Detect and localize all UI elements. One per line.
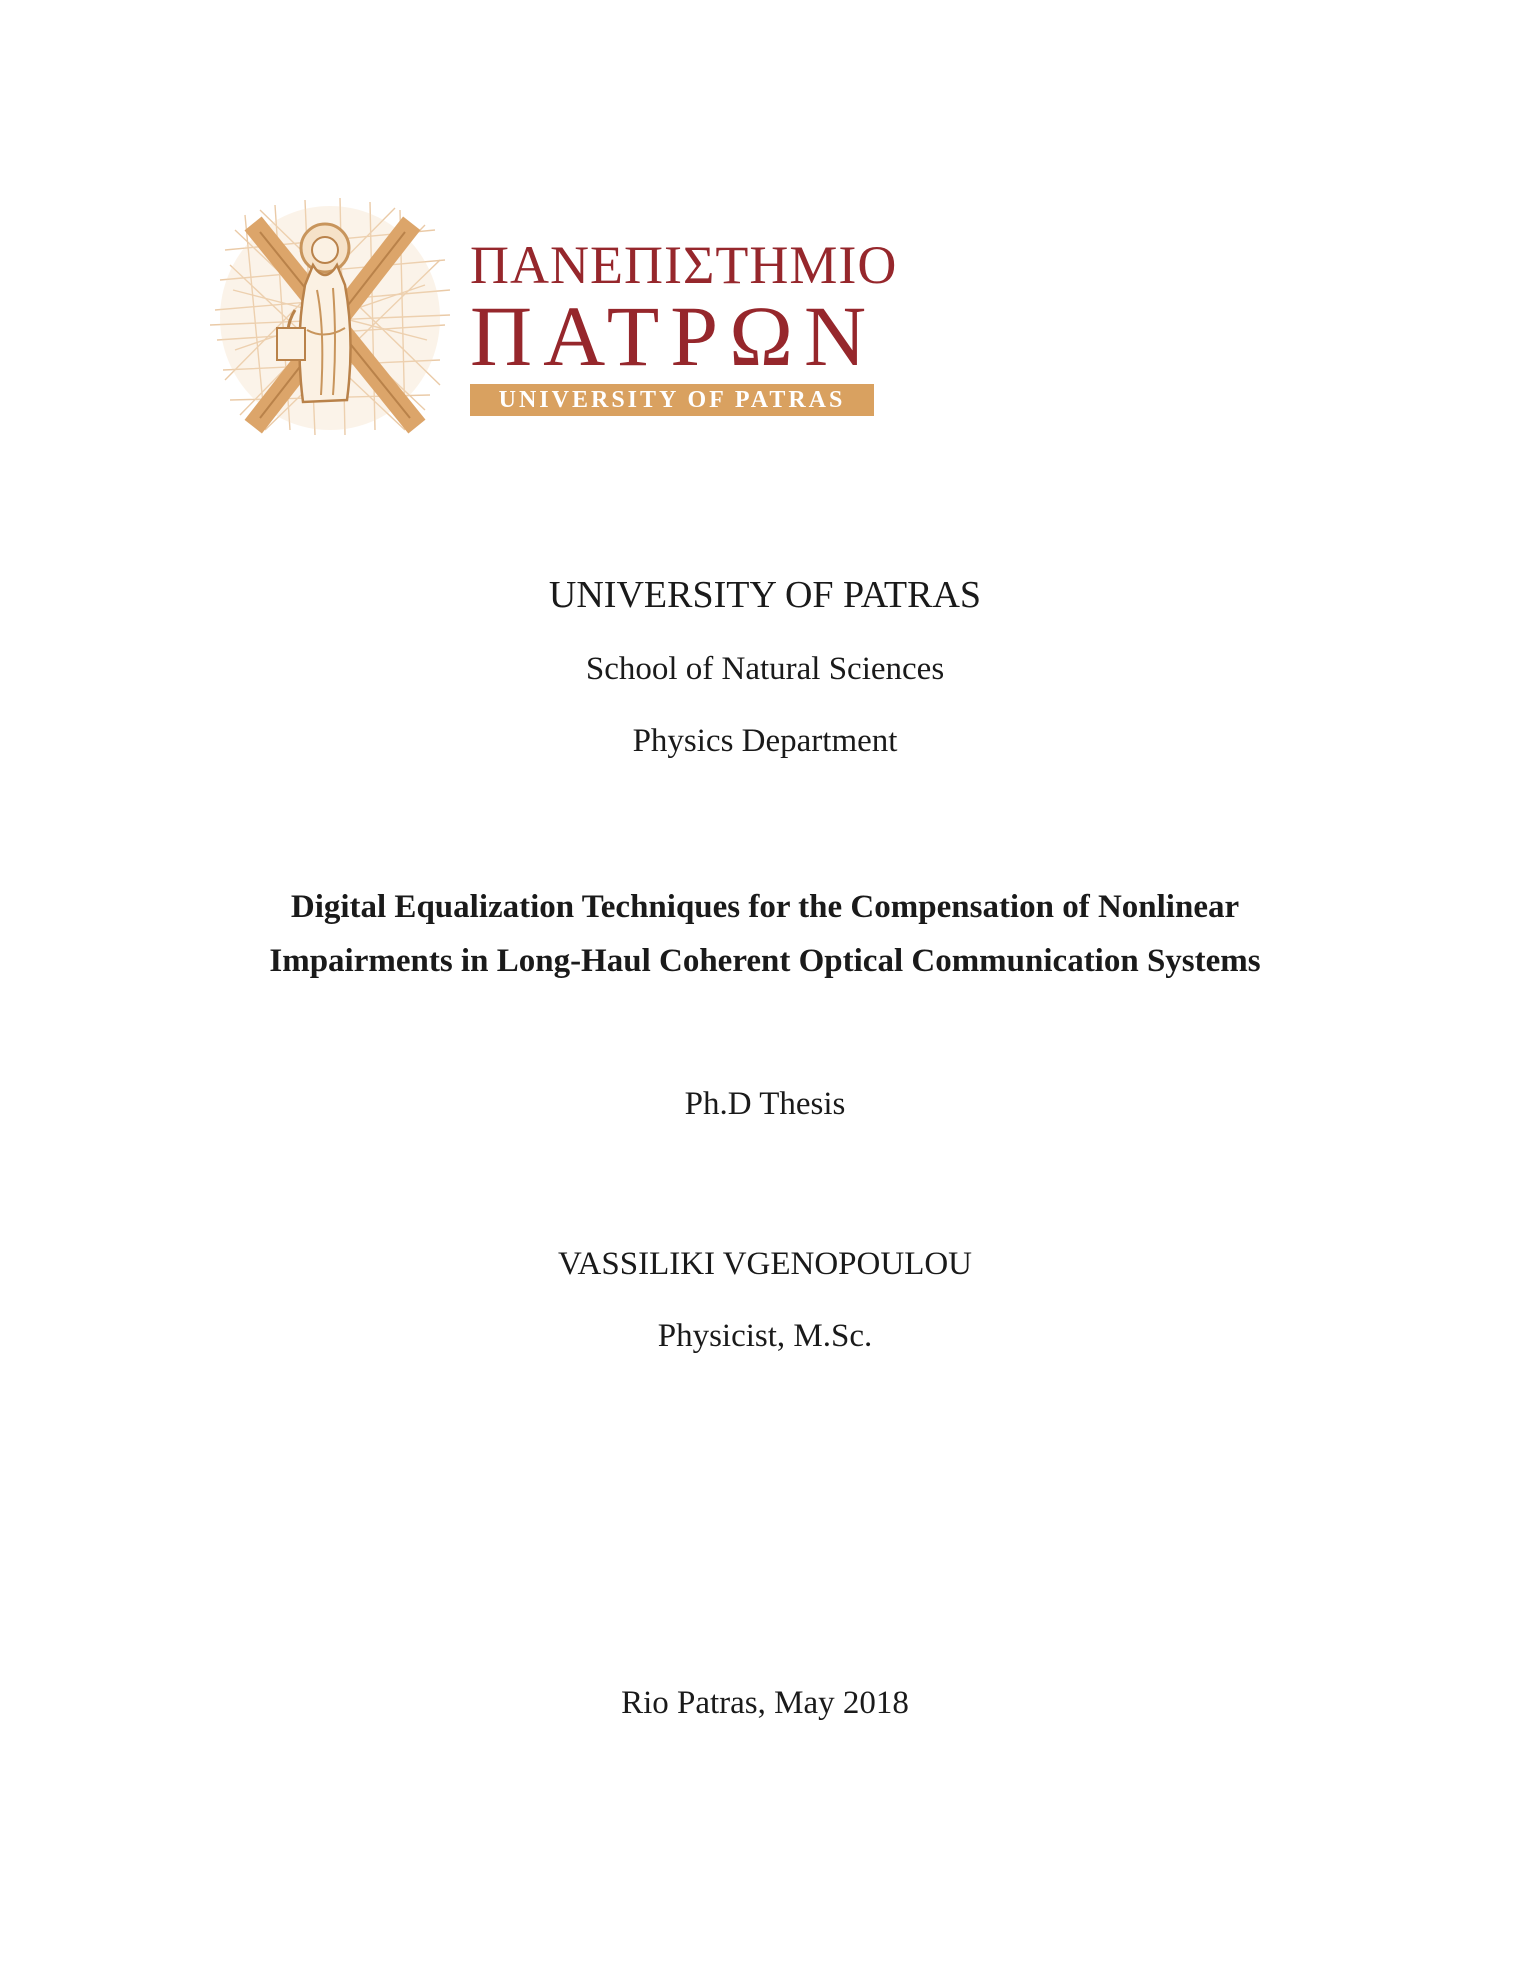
degree-type: Ph.D Thesis [684, 1086, 846, 1122]
thesis-title-line-1: Digital Equalization Techniques for the Compensation of Nonlinear [290, 889, 1240, 925]
university-name: UNIVERSITY OF PATRAS [548, 574, 982, 616]
logo-wordmark [470, 235, 898, 416]
author-credentials: Physicist, M.Sc. [657, 1318, 873, 1354]
thesis-title-line-2: Impairments in Long-Haul Coherent Optical Communication Systems [269, 943, 1261, 979]
logo-greek-line-2: ΠΑΤΡΩΝ [470, 288, 878, 384]
department-name: Physics Department [632, 723, 898, 759]
author-name: VASSILIKI VGENOPOULOU [557, 1246, 973, 1282]
place-and-date: Rio Patras, May 2018 [621, 1685, 909, 1721]
logo-banner: UNIVERSITY OF PATRAS [470, 384, 874, 416]
logo-greek-line-1: ΠΑΝΕΠΙΣΤΗΜΙΟ [470, 235, 898, 295]
university-logo [205, 190, 898, 450]
saint-andrew-emblem-icon [205, 190, 455, 440]
school-name: School of Natural Sciences [585, 651, 945, 687]
thesis-title [0, 880, 1530, 988]
